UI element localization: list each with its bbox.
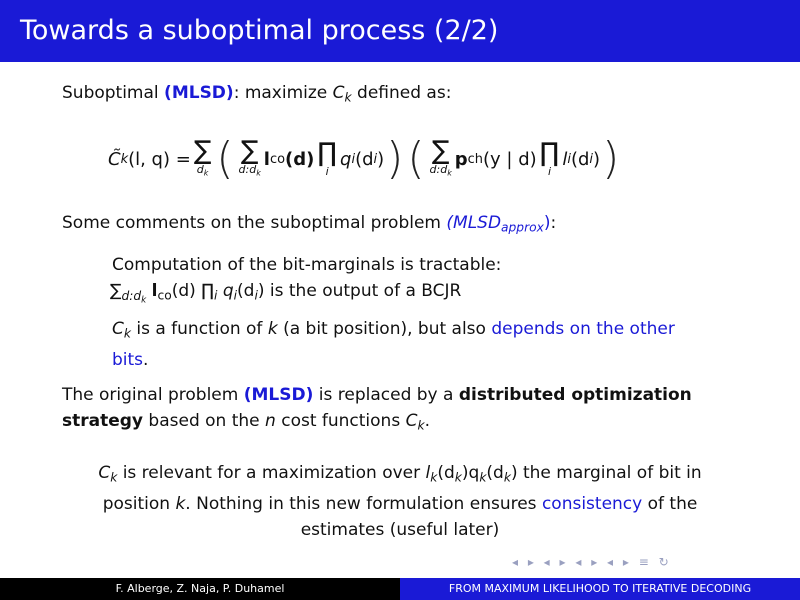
intro-line: Suboptimal (MLSD): maximize $C_k$ defined as: bbox=[62, 83, 452, 105]
footer-authors: F. Alberge, Z. Naja, P. Duhamel bbox=[0, 578, 400, 600]
distributed-paragraph: The original problem (MLSD) is replaced by a distributed optimization strategy based on the n cost functions $C_k$. bbox=[62, 385, 692, 433]
bullet-bit-marginals: Computation of the bit-marginals is tractable: $\sum_{d:d_k}$ $l_{co}(d)$ $\prod_i$ $q_i(d_i)$ is the output of a BCJR bbox=[110, 255, 502, 306]
final-paragraph: $C_k$ is relevant for a maximization over $l_k(d_k)q_k(d_k)$ the marginal of bit in position k. Nothing in this new formulation ensures consistency of the estimates (useful later) bbox=[98, 463, 702, 540]
comments-heading: Some comments on the suboptimal problem $(MLSD_{approx})$: bbox=[62, 213, 557, 235]
sum-symbol: ∑ $d:d_k$ bbox=[238, 136, 261, 178]
footer-talk-title: FROM MAXIMUM LIKELIHOOD TO ITERATIVE DECODING bbox=[400, 578, 800, 600]
ck-formula: C̃ k (l, q) = ∑ $d_k$ ( ∑ $d:d_k$ l co (d) ∏ i q i (d i ) ) ( ∑ $d:d_k$ p ch (y | d) ∏ i l i (d i ) ) bbox=[108, 133, 620, 184]
slide-title: Towards a suboptimal process (2/2) bbox=[0, 0, 800, 62]
product-symbol: ∏ i bbox=[317, 138, 338, 178]
bullet-ck-function: $C_k$ is a function of k (a bit position), but also depends on the other bits. bbox=[112, 319, 675, 370]
product-symbol: ∏ i bbox=[539, 138, 560, 178]
sum-symbol: ∑ $d:d_k$ bbox=[429, 136, 452, 178]
beamer-navigation-icons[interactable]: ◂ ▸ ◂ ▸ ◂ ▸ ◂ ▸ ≡ ↻ bbox=[512, 555, 672, 569]
sum-symbol: ∑ $d_k$ bbox=[193, 136, 212, 178]
